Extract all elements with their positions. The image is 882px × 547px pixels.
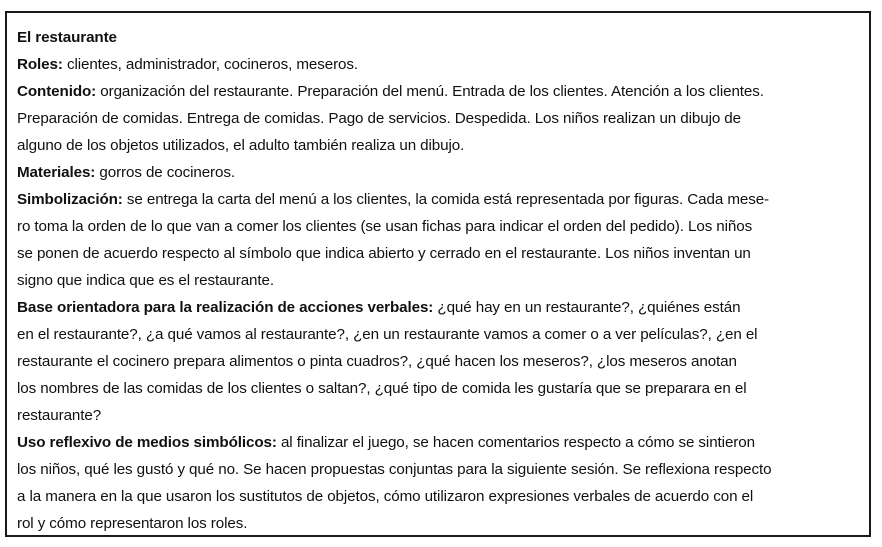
text-line [17, 105, 859, 132]
line-text: los niños, qué les gustó y qué no. Se hacen propuestas conjuntas para la siguiente sesión. Se reflexiona respecto [17, 461, 772, 478]
text-line [17, 456, 859, 483]
line-text: restaurante? [17, 407, 102, 424]
line-label: Roles: [17, 56, 63, 73]
text-line [17, 483, 859, 510]
text-line [17, 510, 859, 537]
text-line [17, 132, 859, 159]
line-label: Base orientadora para la realización de acciones verbales: [17, 299, 434, 316]
text-line [17, 51, 859, 78]
text-line [17, 267, 859, 294]
text-line [17, 321, 859, 348]
line-label: Simbolización: [17, 191, 123, 208]
line-text: ¿qué hay en un restaurante?, ¿quiénes están [433, 299, 741, 316]
line-text: gorros de cocineros. [95, 164, 235, 181]
box-title: El restaurante [17, 29, 117, 46]
line-text: Preparación de comidas. Entrega de comidas. Pago de servicios. Despedida. Los niños realizan un dibujo de [17, 110, 742, 127]
line-label: Materiales: [17, 164, 96, 181]
line-label: Contenido: [17, 83, 97, 100]
text-line [17, 186, 859, 213]
text-line [17, 78, 859, 105]
text-line [17, 213, 859, 240]
line-text: se entrega la carta del menú a los clientes, la comida está representada por figuras. Cada mese- [122, 191, 770, 208]
text-line [17, 159, 859, 186]
line-text: organización del restaurante. Preparación del menú. Entrada de los clientes. Atención a los clientes. [96, 83, 764, 100]
line-text: los nombres de las comidas de los clientes o saltan?, ¿qué tipo de comida les gustaría que se preparara en el [17, 380, 747, 397]
line-label: Uso reflexivo de medios simbólicos: [17, 434, 277, 451]
line-text: en el restaurante?, ¿a qué vamos al restaurante?, ¿en un restaurante vamos a comer o a ver películas?, ¿en el [17, 326, 758, 343]
line-text: rol y cómo representaron los roles. [17, 515, 248, 532]
text-line [17, 348, 859, 375]
text-line [17, 429, 859, 456]
line-text: se ponen de acuerdo respecto al símbolo que indica abierto y cerrado en el restaurante. Los niños inventan un [17, 245, 751, 262]
line-text: a la manera en la que usaron los sustitutos de objetos, cómo utilizaron expresiones verbales de acuerdo con el [17, 488, 754, 505]
text-line [17, 240, 859, 267]
line-text: alguno de los objetos utilizados, el adulto también realiza un dibujo. [17, 137, 465, 154]
text-line [17, 294, 859, 321]
line-text: clientes, administrador, cocineros, meseros. [62, 56, 358, 73]
line-text: ro toma la orden de lo que van a comer los clientes (se usan fichas para indicar el orden del pedido). Los niños [17, 218, 753, 235]
text-line [17, 375, 859, 402]
line-text: restaurante el cocinero prepara alimentos o pinta cuadros?, ¿qué hacen los meseros?, ¿los meseros anotan [17, 353, 737, 370]
line-text: al finalizar el juego, se hacen comentarios respecto a cómo se sintieron [276, 434, 755, 451]
text-box [5, 11, 871, 537]
line-text: signo que indica que es el restaurante. [17, 272, 274, 289]
text-line [17, 402, 859, 429]
